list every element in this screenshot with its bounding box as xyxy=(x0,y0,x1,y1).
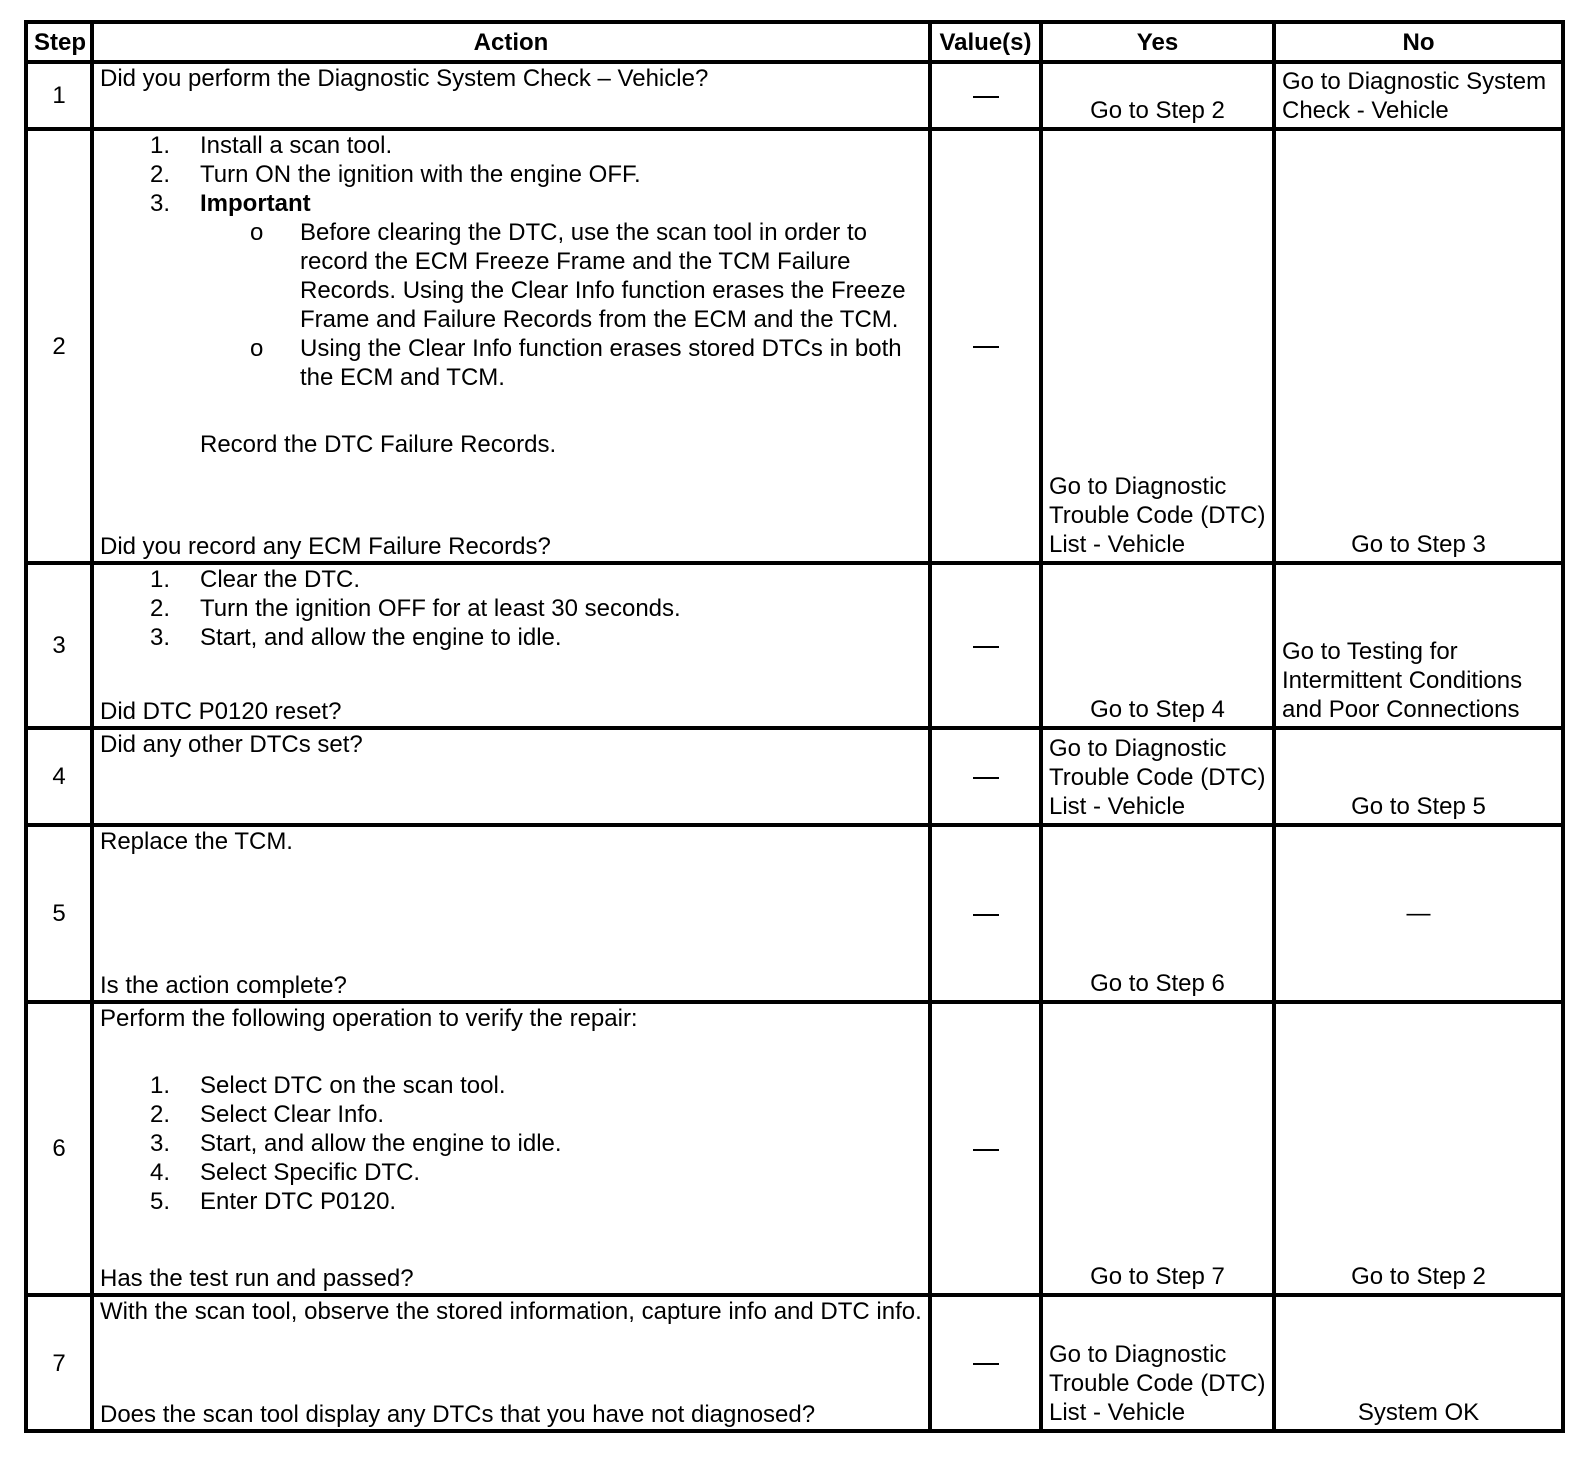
sub-list-item: o Using the Clear Info function erases stored DTCs in both the ECM and TCM. xyxy=(250,335,902,391)
yes-cell xyxy=(1041,563,1274,728)
no-cell xyxy=(1274,129,1563,563)
value-cell xyxy=(930,129,1041,563)
question: Is the action complete? xyxy=(100,972,347,999)
no-cell xyxy=(1274,728,1563,825)
step-number: 7 xyxy=(26,1295,92,1431)
no-cell xyxy=(1274,1002,1563,1295)
table-row xyxy=(26,563,1563,728)
no-cell xyxy=(1274,62,1563,129)
yes-text: Go to Diagnostic Trouble Code (DTC) List - Vehicle xyxy=(1049,1341,1266,1426)
step-number: 4 xyxy=(26,728,92,825)
intro: Replace the TCM. xyxy=(100,828,293,855)
yes-text: Go to Diagnostic Trouble Code (DTC) List - Vehicle xyxy=(1049,735,1266,820)
list-item: 4. Select Specific DTC. xyxy=(150,1159,421,1186)
action-list xyxy=(100,131,922,392)
list-item: 2. Turn the ignition OFF for at least 30 seconds. xyxy=(150,595,681,622)
action-list xyxy=(100,565,922,652)
action-cell xyxy=(92,1295,930,1431)
diagnostic-table xyxy=(24,20,1565,1433)
no-text: System OK xyxy=(1357,1399,1480,1426)
list-item: 1. Clear the DTC. xyxy=(150,566,361,593)
list-item: 3. Start, and allow the engine to idle. xyxy=(150,1130,562,1157)
action-cell xyxy=(92,62,930,129)
question: Did DTC P0120 reset? xyxy=(100,698,342,725)
yes-cell xyxy=(1041,728,1274,825)
question: Did any other DTCs set? xyxy=(100,731,363,758)
action-cell xyxy=(92,825,930,1002)
no-text: Go to Step 2 xyxy=(1351,1263,1486,1290)
dash-mark xyxy=(973,777,999,779)
yes-cell xyxy=(1041,1295,1274,1431)
no-text: Go to Step 3 xyxy=(1351,531,1486,558)
no-text: — xyxy=(1406,900,1431,927)
question: Has the test run and passed? xyxy=(100,1265,414,1292)
table-row xyxy=(26,1295,1563,1431)
value-cell xyxy=(930,62,1041,129)
yes-cell xyxy=(1041,62,1274,129)
table-row xyxy=(26,825,1563,1002)
list-item: 2. Select Clear Info. xyxy=(150,1101,385,1128)
list-item: 3. Start, and allow the engine to idle. xyxy=(150,624,562,651)
yes-text: Go to Step 7 xyxy=(1090,1263,1225,1290)
intro: Perform the following operation to verify the repair: xyxy=(100,1005,638,1032)
step-number: 1 xyxy=(26,62,92,129)
dash-mark xyxy=(973,1149,999,1151)
yes-text: Go to Step 6 xyxy=(1090,970,1225,997)
action-cell xyxy=(92,1002,930,1295)
yes-cell xyxy=(1041,1002,1274,1295)
sub-list xyxy=(200,218,922,392)
step-number: 3 xyxy=(26,563,92,728)
header-yes: Yes xyxy=(1041,22,1274,62)
note: Record the DTC Failure Records. xyxy=(200,431,557,458)
no-cell xyxy=(1274,825,1563,1002)
question: Did you perform the Diagnostic System Check – Vehicle? xyxy=(100,65,709,92)
dash-mark xyxy=(973,914,999,916)
question: Does the scan tool display any DTCs that you have not diagnosed? xyxy=(100,1401,816,1428)
dash-mark xyxy=(973,346,999,348)
no-text: Go to Diagnostic System Check - Vehicle xyxy=(1282,68,1547,124)
sub-list-item: o Before clearing the DTC, use the scan tool in order to record the ECM Freeze Frame and the TCM Failure Records. Using the Clear Info function erases the Freeze Frame and Failure Records from the ECM and the TCM. xyxy=(250,219,906,333)
intro: With the scan tool, observe the stored information, capture info and DTC info. xyxy=(100,1298,922,1325)
step-number: 6 xyxy=(26,1002,92,1295)
step-number: 2 xyxy=(26,129,92,563)
list-item: 2. Turn ON the ignition with the engine OFF. xyxy=(150,161,641,188)
table-row xyxy=(26,129,1563,563)
yes-text: Go to Step 2 xyxy=(1090,97,1225,124)
header-no: No xyxy=(1274,22,1563,62)
value-cell xyxy=(930,728,1041,825)
step-number: 5 xyxy=(26,825,92,1002)
yes-cell xyxy=(1041,129,1274,563)
header-values: Value(s) xyxy=(930,22,1041,62)
list-item: 1. Select DTC on the scan tool. xyxy=(150,1072,506,1099)
no-cell xyxy=(1274,1295,1563,1431)
header-action: Action xyxy=(92,22,930,62)
question: Did you record any ECM Failure Records? xyxy=(100,533,551,560)
no-cell xyxy=(1274,563,1563,728)
yes-text: Go to Step 4 xyxy=(1090,696,1225,723)
action-list xyxy=(100,1071,922,1216)
action-cell xyxy=(92,563,930,728)
list-item: 5. Enter DTC P0120. xyxy=(150,1188,397,1215)
no-text: Go to Testing for Intermittent Conditions and Poor Connections xyxy=(1282,638,1523,723)
yes-cell xyxy=(1041,825,1274,1002)
dash-mark xyxy=(973,96,999,98)
table-row xyxy=(26,1002,1563,1295)
header-row xyxy=(26,22,1563,62)
action-cell xyxy=(92,728,930,825)
value-cell xyxy=(930,563,1041,728)
value-cell xyxy=(930,825,1041,1002)
dash-mark xyxy=(973,1363,999,1365)
list-item: 3. Important o Before clearing the DTC, use the scan tool in order to record the ECM Freeze Frame and the TCM Failure Records. Using the Clear Info function erases the Freeze Frame and Failure Records from the ECM and the TCM. o Using the Clear Info function erases stored DTCs in both the ECM and TCM. xyxy=(100,189,922,392)
dash-mark xyxy=(973,646,999,648)
yes-text: Go to Diagnostic Trouble Code (DTC) List - Vehicle xyxy=(1049,473,1266,558)
header-step: Step xyxy=(26,22,92,62)
value-cell xyxy=(930,1295,1041,1431)
table-row xyxy=(26,728,1563,825)
action-cell xyxy=(92,129,930,563)
value-cell xyxy=(930,1002,1041,1295)
list-item: 1. Install a scan tool. xyxy=(150,132,393,159)
table-row xyxy=(26,62,1563,129)
no-text: Go to Step 5 xyxy=(1351,793,1486,820)
